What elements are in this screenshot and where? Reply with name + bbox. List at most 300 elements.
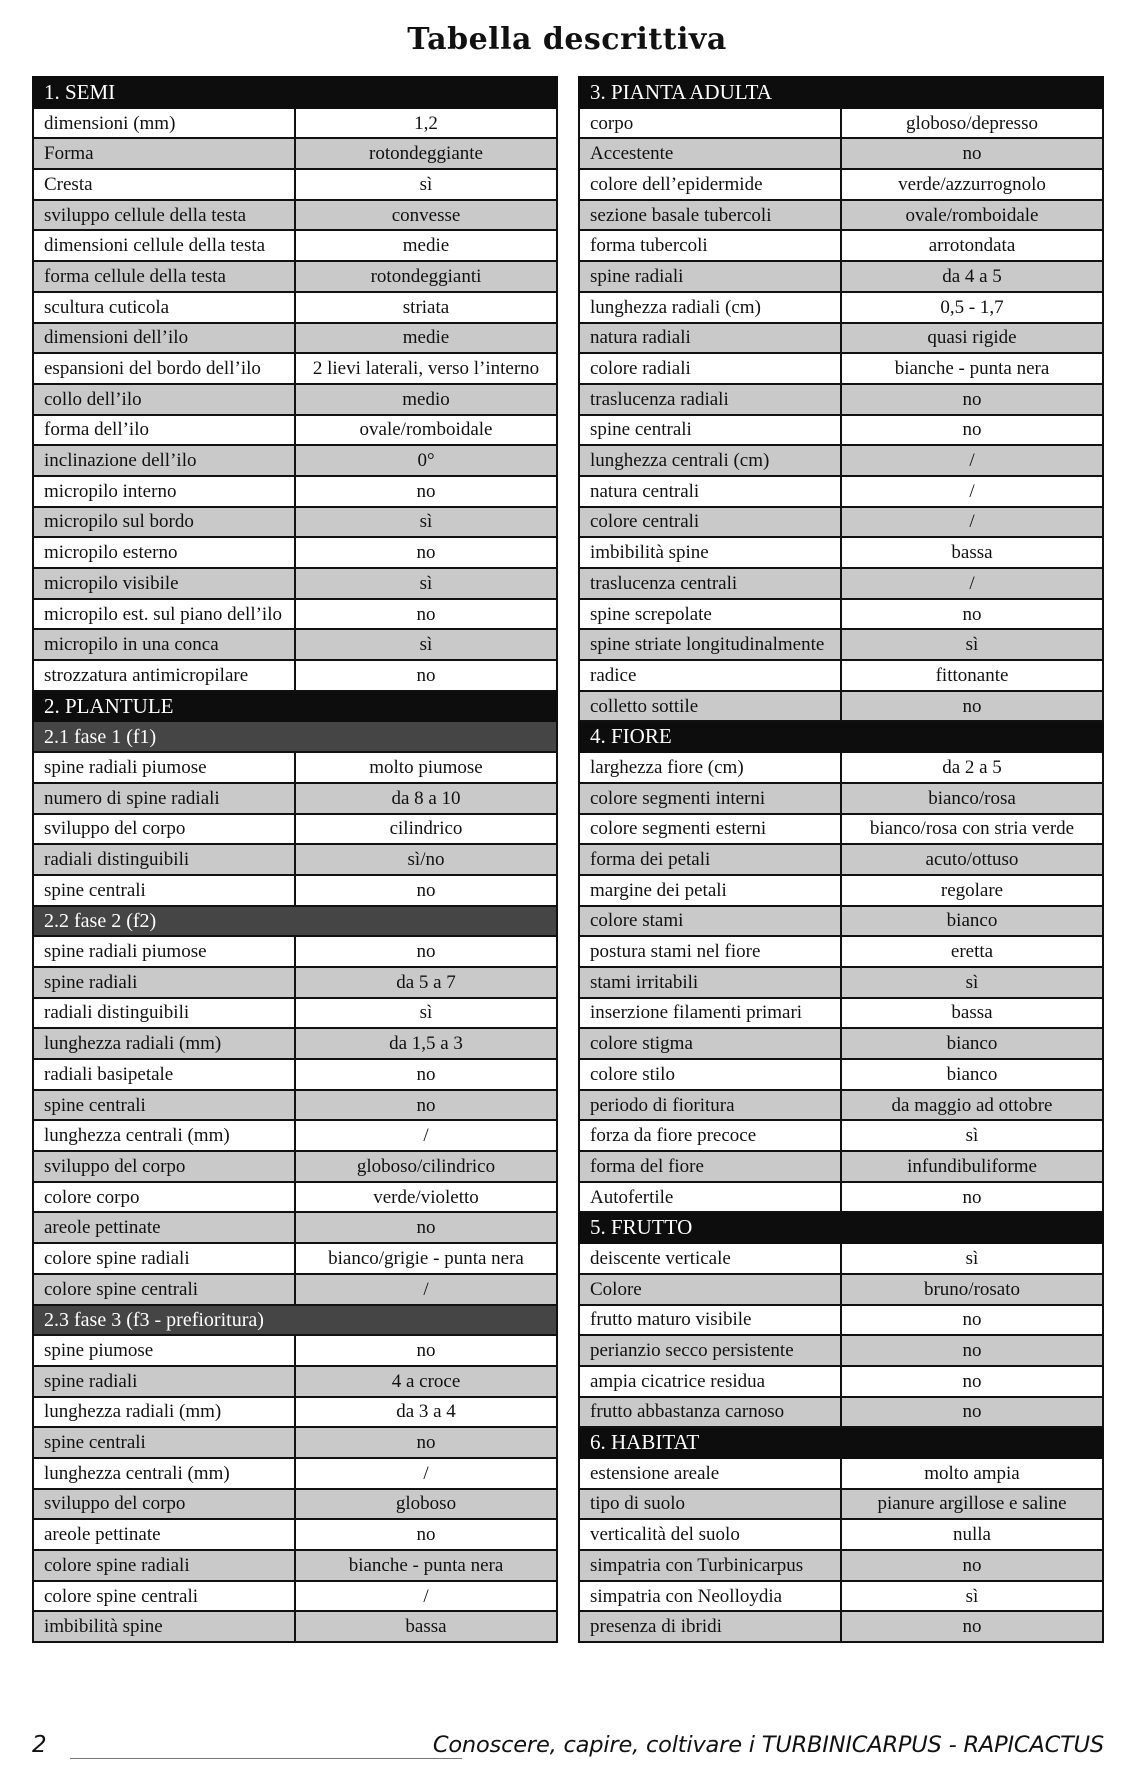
- table-row: [33, 323, 557, 354]
- attribute-value: no: [841, 1335, 1103, 1366]
- table-row: [579, 323, 1103, 354]
- attribute-value: rotondeggianti: [295, 261, 557, 292]
- attribute-name: spine striate longitudinalmente: [579, 629, 841, 660]
- table-row: [579, 261, 1103, 292]
- attribute-name: colore spine centrali: [33, 1274, 295, 1305]
- attribute-name: traslucenza radiali: [579, 384, 841, 415]
- attribute-name: natura radiali: [579, 323, 841, 354]
- table-row: [33, 1335, 557, 1366]
- attribute-name: inclinazione dell’ilo: [33, 445, 295, 476]
- attribute-value: no: [295, 1335, 557, 1366]
- attribute-value: globoso/depresso: [841, 108, 1103, 139]
- attribute-name: micropilo sul bordo: [33, 507, 295, 538]
- table-row: [579, 844, 1103, 875]
- attribute-value: rotondeggiante: [295, 138, 557, 169]
- description-table-right: [578, 76, 1104, 1643]
- table-row: [579, 353, 1103, 384]
- attribute-value: 1,2: [295, 108, 557, 139]
- attribute-name: spine radiali piumose: [33, 936, 295, 967]
- attribute-name: Autofertile: [579, 1182, 841, 1213]
- attribute-name: spine radiali: [33, 967, 295, 998]
- attribute-name: dimensioni cellule della testa: [33, 230, 295, 261]
- section-label: 5. FRUTTO: [579, 1212, 1103, 1243]
- attribute-value: da 5 a 7: [295, 967, 557, 998]
- attribute-value: /: [295, 1274, 557, 1305]
- table-row: [33, 1274, 557, 1305]
- attribute-name: colore stami: [579, 906, 841, 937]
- table-row: [33, 1151, 557, 1182]
- attribute-value: infundibuliforme: [841, 1151, 1103, 1182]
- attribute-value: no: [295, 936, 557, 967]
- table-row: [33, 138, 557, 169]
- attribute-name: sviluppo del corpo: [33, 1489, 295, 1520]
- attribute-value: medie: [295, 323, 557, 354]
- table-row: [579, 875, 1103, 906]
- section-label: 6. HABITAT: [579, 1427, 1103, 1458]
- attribute-name: periodo di fioritura: [579, 1090, 841, 1121]
- attribute-name: natura centrali: [579, 476, 841, 507]
- attribute-value: quasi rigide: [841, 323, 1103, 354]
- attribute-name: colore stigma: [579, 1028, 841, 1059]
- attribute-name: radice: [579, 660, 841, 691]
- attribute-name: spine centrali: [33, 1427, 295, 1458]
- table-row: [579, 752, 1103, 783]
- table-row: [579, 108, 1103, 139]
- attribute-name: forma dei petali: [579, 844, 841, 875]
- attribute-value: /: [841, 507, 1103, 538]
- table-row: [579, 599, 1103, 630]
- attribute-value: /: [295, 1581, 557, 1612]
- attribute-name: simpatria con Neolloydia: [579, 1581, 841, 1612]
- table-row: [579, 1305, 1103, 1336]
- page-footer: [32, 1728, 1104, 1764]
- attribute-name: deiscente verticale: [579, 1243, 841, 1274]
- table-row: [33, 568, 557, 599]
- attribute-value: sì: [295, 507, 557, 538]
- table-row: [579, 1059, 1103, 1090]
- attribute-name: stami irritabili: [579, 967, 841, 998]
- attribute-name: sviluppo del corpo: [33, 1151, 295, 1182]
- attribute-value: da 2 a 5: [841, 752, 1103, 783]
- attribute-name: spine piumose: [33, 1335, 295, 1366]
- table-row: [33, 1090, 557, 1121]
- table-row: [579, 1243, 1103, 1274]
- attribute-value: da 4 a 5: [841, 261, 1103, 292]
- table-row: [579, 691, 1103, 722]
- attribute-name: ampia cicatrice residua: [579, 1366, 841, 1397]
- table-row: [33, 1059, 557, 1090]
- attribute-value: verde/violetto: [295, 1182, 557, 1213]
- attribute-name: lunghezza centrali (cm): [579, 445, 841, 476]
- section-label: 4. FIORE: [579, 721, 1103, 752]
- table-row: [579, 537, 1103, 568]
- table-row: [579, 1489, 1103, 1520]
- attribute-value: 0,5 - 1,7: [841, 292, 1103, 323]
- table-row: [33, 1427, 557, 1458]
- attribute-name: strozzatura antimicropilare: [33, 660, 295, 691]
- table-row: [579, 967, 1103, 998]
- attribute-name: imbibilità spine: [579, 537, 841, 568]
- subsection-label: 2.2 fase 2 (f2): [33, 906, 557, 937]
- table-row: [579, 200, 1103, 231]
- table-row: [579, 1458, 1103, 1489]
- table-left-column: [32, 76, 558, 1643]
- attribute-value: no: [841, 599, 1103, 630]
- attribute-value: bassa: [295, 1611, 557, 1642]
- attribute-value: nulla: [841, 1519, 1103, 1550]
- table-row: [579, 1090, 1103, 1121]
- table-row: [33, 261, 557, 292]
- attribute-value: /: [295, 1458, 557, 1489]
- attribute-value: sì: [295, 998, 557, 1029]
- attribute-value: no: [841, 691, 1103, 722]
- attribute-value: da maggio ad ottobre: [841, 1090, 1103, 1121]
- attribute-value: no: [841, 415, 1103, 446]
- attribute-name: traslucenza centrali: [579, 568, 841, 599]
- attribute-value: pianure argillose e saline: [841, 1489, 1103, 1520]
- attribute-name: areole pettinate: [33, 1212, 295, 1243]
- attribute-value: cilindrico: [295, 814, 557, 845]
- table-row: [33, 1397, 557, 1428]
- table-row: [579, 1366, 1103, 1397]
- attribute-name: micropilo visibile: [33, 568, 295, 599]
- attribute-name: simpatria con Turbinicarpus: [579, 1550, 841, 1581]
- table-row: [579, 660, 1103, 691]
- table-row: [33, 476, 557, 507]
- attribute-value: no: [841, 384, 1103, 415]
- attribute-value: no: [295, 599, 557, 630]
- attribute-name: espansioni del bordo dell’ilo: [33, 353, 295, 384]
- attribute-value: no: [295, 660, 557, 691]
- table-row: [33, 1182, 557, 1213]
- attribute-name: radiali distinguibili: [33, 844, 295, 875]
- attribute-value: bruno/rosato: [841, 1274, 1103, 1305]
- attribute-value: sì: [841, 1581, 1103, 1612]
- table-row: [33, 814, 557, 845]
- table-row: [33, 1550, 557, 1581]
- table-row: [579, 1397, 1103, 1428]
- table-row: [579, 814, 1103, 845]
- table-row: [33, 783, 557, 814]
- attribute-value: molto piumose: [295, 752, 557, 783]
- table-row: [33, 415, 557, 446]
- table-row: [579, 1182, 1103, 1213]
- attribute-value: eretta: [841, 936, 1103, 967]
- attribute-name: numero di spine radiali: [33, 783, 295, 814]
- attribute-value: fittonante: [841, 660, 1103, 691]
- attribute-value: bassa: [841, 998, 1103, 1029]
- attribute-value: sì: [841, 629, 1103, 660]
- attribute-name: presenza di ibridi: [579, 1611, 841, 1642]
- section-label: 3. PIANTA ADULTA: [579, 77, 1103, 108]
- attribute-name: sezione basale tubercoli: [579, 200, 841, 231]
- attribute-name: radiali distinguibili: [33, 998, 295, 1029]
- table-row: [579, 906, 1103, 937]
- attribute-name: imbibilità spine: [33, 1611, 295, 1642]
- section-header: [579, 1427, 1103, 1458]
- attribute-name: Accestente: [579, 138, 841, 169]
- attribute-value: 2 lievi laterali, verso l’interno: [295, 353, 557, 384]
- attribute-name: spine centrali: [33, 1090, 295, 1121]
- attribute-name: colore segmenti esterni: [579, 814, 841, 845]
- section-header: [33, 691, 557, 722]
- attribute-name: postura stami nel fiore: [579, 936, 841, 967]
- attribute-name: Cresta: [33, 169, 295, 200]
- table-row: [579, 230, 1103, 261]
- table-row: [33, 292, 557, 323]
- attribute-value: no: [295, 1212, 557, 1243]
- attribute-name: Forma: [33, 138, 295, 169]
- attribute-value: bianco/rosa: [841, 783, 1103, 814]
- attribute-name: spine radiali: [579, 261, 841, 292]
- attribute-value: no: [841, 1397, 1103, 1428]
- attribute-name: scultura cuticola: [33, 292, 295, 323]
- attribute-name: sviluppo del corpo: [33, 814, 295, 845]
- section-header: [579, 721, 1103, 752]
- attribute-value: medio: [295, 384, 557, 415]
- table-row: [33, 230, 557, 261]
- table-row: [579, 1519, 1103, 1550]
- table-row: [579, 384, 1103, 415]
- table-row: [579, 1550, 1103, 1581]
- subsection-header: [33, 906, 557, 937]
- table-row: [579, 169, 1103, 200]
- subsection-header: [33, 1305, 557, 1336]
- attribute-name: verticalità del suolo: [579, 1519, 841, 1550]
- table-row: [33, 1611, 557, 1642]
- attribute-name: colore segmenti interni: [579, 783, 841, 814]
- attribute-value: no: [841, 138, 1103, 169]
- attribute-value: ovale/romboidale: [295, 415, 557, 446]
- table-row: [579, 1274, 1103, 1305]
- attribute-name: colore spine radiali: [33, 1550, 295, 1581]
- attribute-value: bianco: [841, 906, 1103, 937]
- attribute-name: estensione areale: [579, 1458, 841, 1489]
- table-row: [33, 998, 557, 1029]
- attribute-value: no: [295, 537, 557, 568]
- table-row: [579, 476, 1103, 507]
- table-row: [579, 1120, 1103, 1151]
- attribute-value: no: [295, 1059, 557, 1090]
- attribute-name: colore spine centrali: [33, 1581, 295, 1612]
- attribute-name: micropilo in una conca: [33, 629, 295, 660]
- attribute-value: no: [841, 1305, 1103, 1336]
- attribute-name: colore dell’epidermide: [579, 169, 841, 200]
- attribute-value: da 1,5 a 3: [295, 1028, 557, 1059]
- attribute-name: micropilo esterno: [33, 537, 295, 568]
- footer-rule: [70, 1758, 462, 1759]
- attribute-value: no: [295, 1519, 557, 1550]
- subsection-label: 2.1 fase 1 (f1): [33, 721, 557, 752]
- table-row: [579, 936, 1103, 967]
- attribute-value: no: [295, 476, 557, 507]
- attribute-name: forma tubercoli: [579, 230, 841, 261]
- table-right-column: [578, 76, 1104, 1643]
- attribute-name: forma del fiore: [579, 1151, 841, 1182]
- attribute-value: no: [295, 875, 557, 906]
- attribute-value: /: [841, 568, 1103, 599]
- table-row: [33, 875, 557, 906]
- attribute-value: sì: [295, 169, 557, 200]
- table-row: [33, 599, 557, 630]
- table-row: [33, 967, 557, 998]
- attribute-value: sì: [295, 629, 557, 660]
- table-row: [33, 660, 557, 691]
- table-row: [33, 1458, 557, 1489]
- section-label: 2. PLANTULE: [33, 691, 557, 722]
- attribute-value: /: [841, 476, 1103, 507]
- table-row: [579, 1335, 1103, 1366]
- attribute-name: frutto maturo visibile: [579, 1305, 841, 1336]
- page-title: Tabella descrittiva: [407, 22, 727, 57]
- subsection-header: [33, 721, 557, 752]
- attribute-name: sviluppo cellule della testa: [33, 200, 295, 231]
- attribute-value: da 8 a 10: [295, 783, 557, 814]
- attribute-value: /: [841, 445, 1103, 476]
- table-row: [579, 1151, 1103, 1182]
- table-row: [33, 169, 557, 200]
- attribute-name: radiali basipetale: [33, 1059, 295, 1090]
- table-row: [33, 1120, 557, 1151]
- table-row: [579, 998, 1103, 1029]
- table-row: [33, 200, 557, 231]
- attribute-name: spine centrali: [579, 415, 841, 446]
- section-header: [33, 77, 557, 108]
- attribute-name: spine radiali: [33, 1366, 295, 1397]
- attribute-value: no: [295, 1427, 557, 1458]
- attribute-value: sì/no: [295, 844, 557, 875]
- table-row: [579, 415, 1103, 446]
- attribute-name: lunghezza radiali (mm): [33, 1397, 295, 1428]
- table-row: [33, 537, 557, 568]
- attribute-value: 0°: [295, 445, 557, 476]
- page-number: 2: [32, 1732, 47, 1758]
- table-row: [33, 629, 557, 660]
- attribute-value: bianco/rosa con stria verde: [841, 814, 1103, 845]
- attribute-value: sì: [295, 568, 557, 599]
- table-row: [579, 629, 1103, 660]
- table-row: [33, 1519, 557, 1550]
- table-row: [33, 353, 557, 384]
- attribute-name: frutto abbastanza carnoso: [579, 1397, 841, 1428]
- attribute-value: 4 a croce: [295, 1366, 557, 1397]
- attribute-name: areole pettinate: [33, 1519, 295, 1550]
- description-table-left: [32, 76, 558, 1643]
- attribute-value: sì: [841, 1243, 1103, 1274]
- attribute-value: globoso: [295, 1489, 557, 1520]
- attribute-name: collo dell’ilo: [33, 384, 295, 415]
- attribute-name: lunghezza radiali (mm): [33, 1028, 295, 1059]
- section-header: [579, 1212, 1103, 1243]
- attribute-value: convesse: [295, 200, 557, 231]
- attribute-value: no: [841, 1550, 1103, 1581]
- table-row: [579, 445, 1103, 476]
- section-header: [579, 77, 1103, 108]
- attribute-name: dimensioni dell’ilo: [33, 323, 295, 354]
- table-row: [579, 292, 1103, 323]
- table-row: [33, 1581, 557, 1612]
- attribute-name: lunghezza centrali (mm): [33, 1120, 295, 1151]
- attribute-name: spine radiali piumose: [33, 752, 295, 783]
- attribute-name: perianzio secco persistente: [579, 1335, 841, 1366]
- table-row: [33, 108, 557, 139]
- attribute-name: lunghezza radiali (cm): [579, 292, 841, 323]
- attribute-name: forma cellule della testa: [33, 261, 295, 292]
- attribute-value: sì: [841, 1120, 1103, 1151]
- attribute-name: colore corpo: [33, 1182, 295, 1213]
- attribute-value: bianche - punta nera: [295, 1550, 557, 1581]
- table-row: [579, 507, 1103, 538]
- attribute-value: no: [295, 1090, 557, 1121]
- attribute-name: spine centrali: [33, 875, 295, 906]
- table-row: [33, 1212, 557, 1243]
- attribute-name: colore centrali: [579, 507, 841, 538]
- attribute-name: colore stilo: [579, 1059, 841, 1090]
- attribute-value: molto ampia: [841, 1458, 1103, 1489]
- subsection-label: 2.3 fase 3 (f3 - prefioritura): [33, 1305, 557, 1336]
- attribute-name: tipo di suolo: [579, 1489, 841, 1520]
- attribute-name: colore spine radiali: [33, 1243, 295, 1274]
- attribute-value: no: [841, 1182, 1103, 1213]
- attribute-name: forza da fiore precoce: [579, 1120, 841, 1151]
- attribute-name: Colore: [579, 1274, 841, 1305]
- attribute-value: medie: [295, 230, 557, 261]
- attribute-value: regolare: [841, 875, 1103, 906]
- attribute-name: corpo: [579, 108, 841, 139]
- attribute-value: ovale/romboidale: [841, 200, 1103, 231]
- attribute-value: sì: [841, 967, 1103, 998]
- table-row: [579, 783, 1103, 814]
- attribute-name: spine screpolate: [579, 599, 841, 630]
- attribute-value: verde/azzurrognolo: [841, 169, 1103, 200]
- table-row: [579, 1581, 1103, 1612]
- table-row: [33, 384, 557, 415]
- table-row: [579, 1611, 1103, 1642]
- footer-title: Conoscere, capire, coltivare i TURBINICARPUS - RAPICACTUS: [432, 1732, 1104, 1758]
- attribute-value: bianco/grigie - punta nera: [295, 1243, 557, 1274]
- attribute-name: colore radiali: [579, 353, 841, 384]
- attribute-value: globoso/cilindrico: [295, 1151, 557, 1182]
- attribute-value: bassa: [841, 537, 1103, 568]
- table-row: [33, 844, 557, 875]
- table-row: [33, 445, 557, 476]
- attribute-name: lunghezza centrali (mm): [33, 1458, 295, 1489]
- table-row: [33, 1366, 557, 1397]
- attribute-name: larghezza fiore (cm): [579, 752, 841, 783]
- table-row: [33, 1489, 557, 1520]
- attribute-name: inserzione filamenti primari: [579, 998, 841, 1029]
- attribute-name: colletto sottile: [579, 691, 841, 722]
- attribute-value: striata: [295, 292, 557, 323]
- attribute-value: bianche - punta nera: [841, 353, 1103, 384]
- attribute-value: bianco: [841, 1059, 1103, 1090]
- attribute-name: forma dell’ilo: [33, 415, 295, 446]
- table-row: [33, 1243, 557, 1274]
- attribute-name: margine dei petali: [579, 875, 841, 906]
- table-row: [33, 507, 557, 538]
- attribute-value: no: [841, 1366, 1103, 1397]
- attribute-name: micropilo est. sul piano dell’ilo: [33, 599, 295, 630]
- table-row: [33, 936, 557, 967]
- attribute-name: dimensioni (mm): [33, 108, 295, 139]
- table-row: [579, 568, 1103, 599]
- attribute-value: da 3 a 4: [295, 1397, 557, 1428]
- attribute-value: bianco: [841, 1028, 1103, 1059]
- table-row: [579, 138, 1103, 169]
- table-row: [579, 1028, 1103, 1059]
- table-row: [33, 1028, 557, 1059]
- attribute-value: arrotondata: [841, 230, 1103, 261]
